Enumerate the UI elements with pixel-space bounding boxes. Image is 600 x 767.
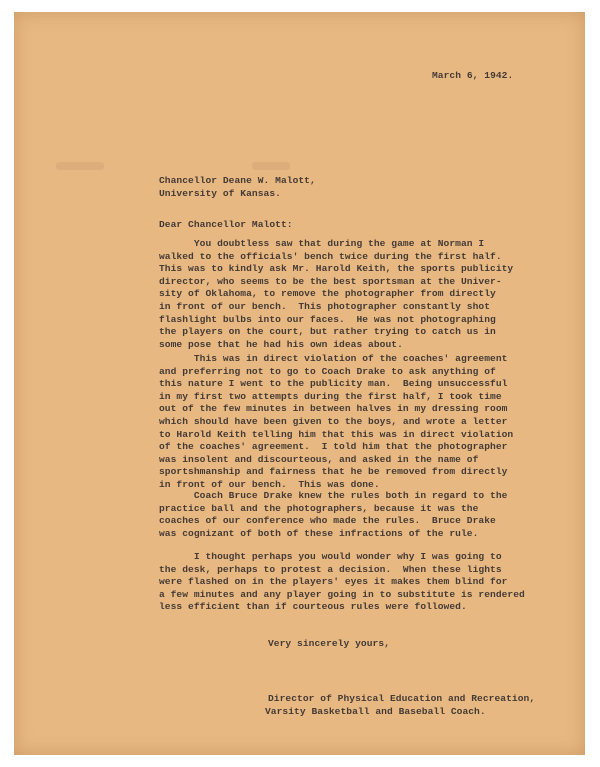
faded-mark <box>252 162 290 170</box>
paragraph-line: practice ball and the photographers, because it was the <box>159 502 479 514</box>
paragraph-line: This was in direct violation of the coaches' agreement <box>159 353 508 364</box>
paragraph-line: You doubtless saw that during the game at Norman I <box>159 238 485 249</box>
paragraph-line: were flashed on in the players' eyes it makes them blind for <box>159 576 508 588</box>
paragraph-line: sportshmanship and fairness that he be removed from directly <box>159 466 508 478</box>
paragraph-line: walked to the officials' bench twice during the first half. <box>159 250 502 262</box>
paragraph-line: in front of our bench. This was done. <box>159 479 380 490</box>
paragraph-line: some pose that he had his own ideas about. <box>159 338 403 350</box>
letter-page <box>14 12 585 755</box>
paragraph-line: to Harold Keith telling him that this was in direct violation <box>159 428 514 440</box>
letter-date: March 6, 1942. <box>432 70 514 81</box>
recipient-name: Chancellor Deane W. Malott, <box>159 175 316 186</box>
paragraph-line: I thought perhaps you would wonder why I was going to <box>159 551 502 562</box>
signature-title-line-1: Director of Physical Education and Recreation, <box>268 693 536 704</box>
salutation: Dear Chancellor Malott: <box>159 219 293 230</box>
paragraph-line: the desk, perhaps to protest a decision. When these lights <box>159 563 502 575</box>
paragraph-line: sity of Oklahoma, to remove the photographer from directly <box>159 288 496 300</box>
paragraph-line: in my first two attempts during the first half, I took time <box>159 390 502 402</box>
signature-title-line-2: Varsity Basketball and Baseball Coach. <box>265 706 486 717</box>
paragraph-line: this nature I went to the publicity man. Being unsuccessful <box>159 378 508 390</box>
paragraph-line: the players on the court, but rather trying to catch us in <box>159 326 496 338</box>
paragraph-line: of the coaches' agreement. I told him that the photographer <box>159 441 508 453</box>
paragraph-line: in front of our bench. This photographer constantly shot <box>159 301 491 312</box>
recipient-organization: University of Kansas. <box>159 188 281 199</box>
paragraph-line: flashlight bulbs into our faces. He was not photographing <box>159 313 496 325</box>
paragraph-line: director, who seems to be the best sportsman at the Univer- <box>159 275 502 287</box>
closing: Very sincerely yours, <box>268 638 390 649</box>
paragraph-line: Coach Bruce Drake knew the rules both in regard to the <box>159 490 508 501</box>
paragraph-line: This was to kindly ask Mr. Harold Keith, the sports publicity <box>159 263 514 275</box>
paragraph-line: less efficient than if courteous rules were followed. <box>159 601 467 613</box>
paragraph-line: a few minutes and any player going in to substitute is rendered <box>159 588 525 600</box>
paragraph-line: which should have been given to the boys, and wrote a letter <box>159 416 508 427</box>
paragraph-line: coaches of our conference who made the rules. Bruce Drake <box>159 515 496 527</box>
faded-mark <box>56 162 104 170</box>
paragraph-line: was insolent and discourteous, and asked in the name of <box>159 453 479 465</box>
paragraph-line: was cognizant of both of these infractions of the rule. <box>159 527 479 539</box>
paragraph-line: out of the few minutes in between halves in my dressing room <box>159 403 508 415</box>
paragraph-line: and preferring not to go to Coach Drake to ask anything of <box>159 365 496 377</box>
